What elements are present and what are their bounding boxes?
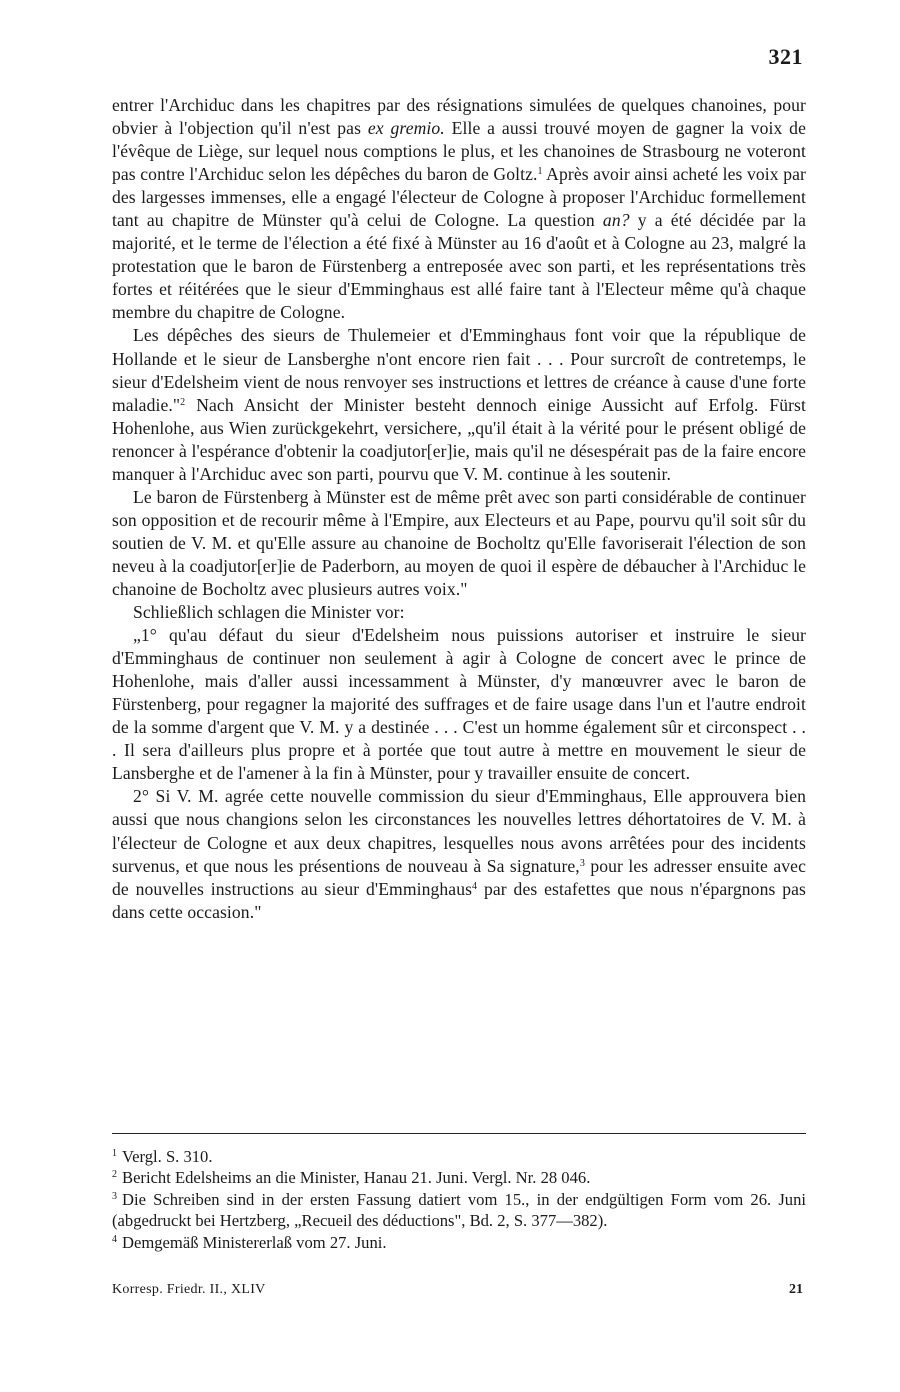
paragraph-2-text-b: Nach Ansicht der Minister besteht dennoch einige Aussicht auf Erfolg. Fürst Hohenlohe, aus Wien zurückgekehrt, versichere, „qu'il était à la vérité pour le présent obligé de renoncer à l'espérance d'obtenir la coadjutor[er]ie, mais qu'il ne désespérait pas de la faire encore manquer à l'Archiduc avec son parti, pourvu que V. M. continue à les soutenir. xyxy=(112,394,806,484)
footnote-ref-3: 3 xyxy=(579,857,585,869)
footnote-mark: 1 xyxy=(112,1148,117,1159)
paragraph-6-text-a: 2° Si V. M. agrée cette nouvelle commission du sieur d'Emminghaus, Elle approuvera bien aussi que nous changions selon les circonstances les nouvelles lettres déhortatoires de V. M. à l'électeur de Cologne et aux deux chapitres, lesquelles nous avons arrêtées pour des incidents survenus, et que nous les présentions de nouveau à Sa signature, xyxy=(112,786,806,876)
page-number: 321 xyxy=(768,44,803,69)
footnote-text: Vergl. S. 310. xyxy=(122,1147,213,1166)
footnote-2 xyxy=(112,1167,806,1188)
paragraph-1-italic-an: an? xyxy=(602,210,630,231)
footnote-divider xyxy=(112,1133,806,1134)
paragraph-3: Le baron de Fürstenberg à Münster est de même prêt avec son parti considérable de continuer son opposition et de recourir même à l'Empire, aux Electeurs et au Pape, pourvu qu'il soit sûr du soutien de V. M. et qu'Elle assure au chanoine de Bocholtz qu'Elle favoriserait l'élection de son neveu à la coadjutor[er]ie de Paderborn, au moyen de quoi il espère de débaucher à l'Archiduc le chanoine de Bocholtz avec plusieurs autres voix." xyxy=(112,486,806,599)
paragraph-1-text-c: Après avoir ainsi acheté les voix par des largesses immenses, elle a engagé l'électeur de Cologne à proposer l'Archiduc formellement tant au chapitre de Münster qu'à celui de Cologne. La question xyxy=(112,164,806,231)
footnote-1 xyxy=(112,1146,806,1167)
paragraph-6 xyxy=(112,785,806,923)
paragraph-1-text-d: y a été décidée par la majorité, et le terme de l'élection a été fixé à Münster au 16 d'août et à Cologne au 23, malgré la protestation que le baron de Fürstenberg a entreposée avec son parti, et les représentations très fortes et réitérées que le sieur d'Emminghaus est allé faire tant à l'Electeur même qu'à chaque membre du chapitre de Cologne. xyxy=(112,210,807,323)
paragraph-2 xyxy=(112,324,806,485)
footnote-ref-1: 1 xyxy=(537,166,543,178)
footnote-mark: 3 xyxy=(112,1190,117,1202)
paragraph-1-italic-ex-gremio: ex gremio. xyxy=(367,118,445,139)
signature-line: Korresp. Friedr. II., XLIV xyxy=(112,1282,266,1297)
main-text xyxy=(112,94,806,924)
footnote-mark: 2 xyxy=(112,1169,117,1181)
paragraph-1 xyxy=(112,94,806,324)
footnotes xyxy=(112,1146,806,1253)
signature-number: 21 xyxy=(789,1282,803,1297)
paragraph-4: Schließlich schlagen die Minister vor: xyxy=(133,602,405,623)
paragraph-1-text-a: entrer l'Archiduc dans les chapitres par des résignations simulées de quelques chanoines, pour obvier à l'objection qu'il n'est pas xyxy=(112,95,806,139)
paragraph-1-text-b: Elle a aussi trouvé moyen de gagner la voix de l'évêque de Liège, sur lequel nous comptions le plus, et les chanoines de Strasbourg ne voteront pas contre l'Archiduc selon les dépêches du baron de Goltz. xyxy=(112,118,806,185)
footnote-3 xyxy=(112,1189,806,1232)
paragraph-5: „1° qu'au défaut du sieur d'Edelsheim nous puissions autoriser et instruire le sieur d'Emminghaus de continuer non seulement à agir à Cologne de concert avec le prince de Hohenlohe, mais d'aller aussi incessamment à Münster, d'y manœuvrer avec le baron de Fürstenberg, pour regagner la majorité des suffrages et de faire usage dans l'un et l'autre endroit de la somme d'argent que V. M. y a destinée . . . C'est un homme également sûr et circonspect . . . Il sera d'ailleurs plus propre et à portée que tout autre à mettre en mouvement le sieur de Lansberghe et de l'amener à la fin à Münster, pour y travailler ensuite de concert. xyxy=(112,625,806,784)
paragraph-6-text-b: pour les adresser ensuite avec de nouvelles instructions au sieur d'Emminghaus xyxy=(112,855,806,899)
footnote-text: Demgemäß Ministererlaß vom 27. Juni. xyxy=(122,1232,387,1252)
footnote-ref-2: 2 xyxy=(180,396,186,408)
paragraph-6-text-c: par des estafettes que nous n'épargnons pas dans cette occasion." xyxy=(112,878,806,922)
footnote-ref-4: 4 xyxy=(472,880,478,892)
footnote-text: Bericht Edelsheims an die Minister, Hanau 21. Juni. Vergl. Nr. 28 046. xyxy=(122,1168,591,1188)
paragraph-2-text-a: Les dépêches des sieurs de Thulemeier et d'Emminghaus font voir que la république de Hollande et le sieur de Lansberghe n'ont encore rien fait . . . Pour surcroît de contretemps, le sieur d'Edelsheim vient de nous renvoyer ses instructions et lettres de créance à cause d'une forte maladie." xyxy=(112,325,806,415)
footnote-4 xyxy=(112,1232,806,1253)
footnote-text: Die Schreiben sind in der ersten Fassung datiert vom 15., in der endgültigen Form vom 26. Juni (abgedruckt bei Hertzberg, „Recueil des déductions", Bd. 2, S. 377—382). xyxy=(112,1189,806,1231)
footnote-mark: 4 xyxy=(112,1233,117,1245)
